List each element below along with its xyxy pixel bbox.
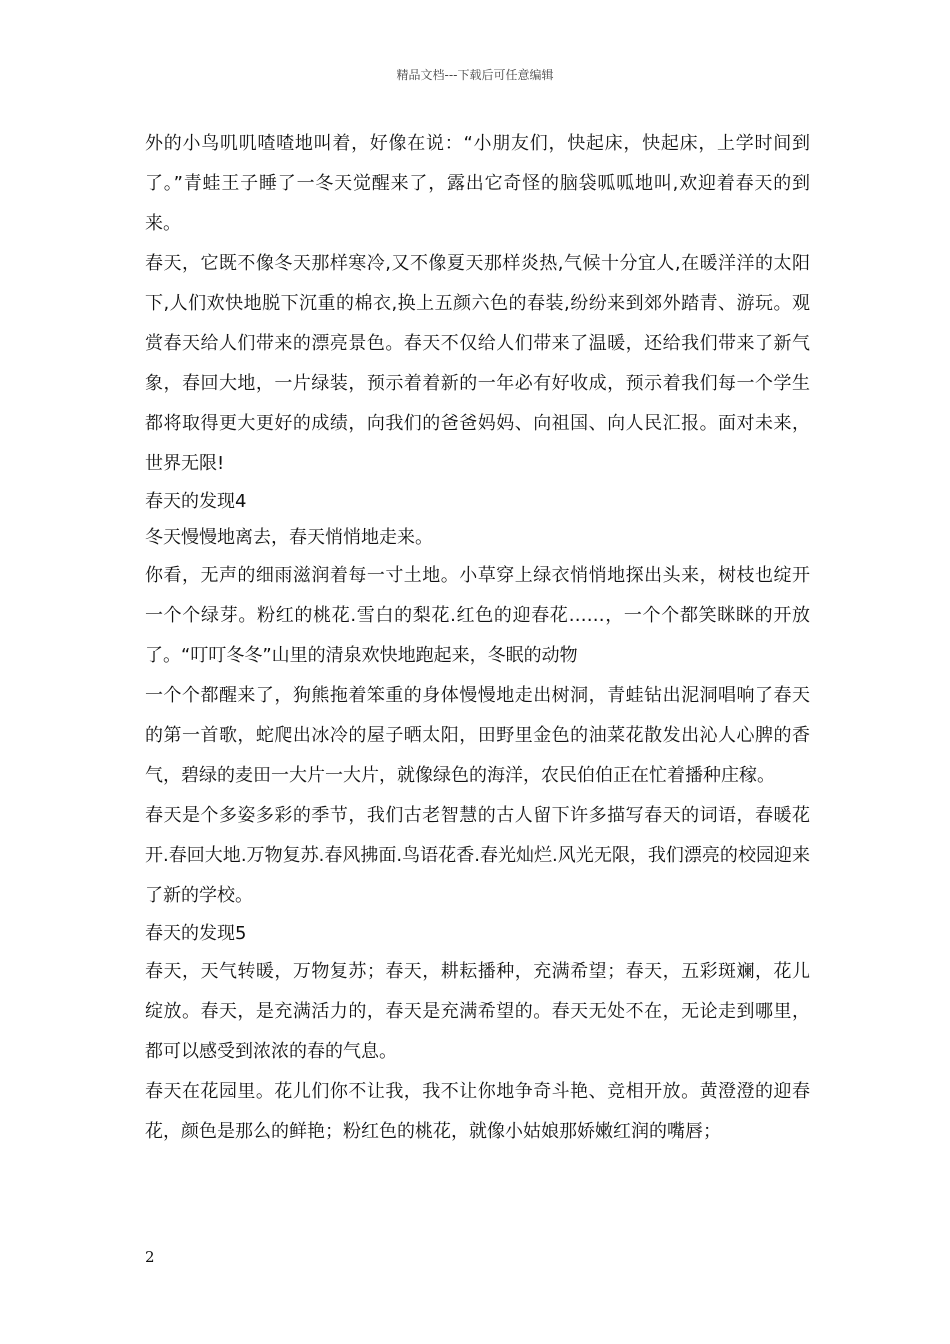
paragraph-3: 冬天慢慢地离去，春天悄悄地走来。 <box>145 527 433 548</box>
paragraph-5: 一个个都醒来了，狗熊拖着笨重的身体慢慢地走出树洞，青蛙钻出泥洞唱响了春天的第一首歌，蛇爬出冰冷的屋子晒太阳，田野里金色的油菜花散发出沁人心脾的香气，碧绿的麦田一大片一大片，就像绿色的海洋，农民伯伯正在忙着播种庄稼。 <box>145 685 810 786</box>
paragraph-8: 春天在花园里。花儿们你不让我，我不让你地争奇斗艳、竞相开放。黄澄澄的迎春花，颜色是那么的鲜艳；粉红色的桃花，就像小姑娘那娇嫩红润的嘴唇； <box>145 1081 810 1142</box>
document-body <box>145 124 810 1152</box>
section-heading-4: 春天的发现4 <box>145 491 247 512</box>
paragraph-7: 春天，天气转暖，万物复苏；春天，耕耘播种，充满希望；春天，五彩斑斓，花儿绽放。春天，是充满活力的，春天是充满希望的。春天无处不在，无论走到哪里，都可以感受到浓浓的春的气息。 <box>145 961 810 1062</box>
paragraph-1: 外的小鸟叽叽喳喳地叫着，好像在说：“小朋友们，快起床，快起床，上学时间到了。”青蛙王子睡了一冬天觉醒来了，露出它奇怪的脑袋呱呱地叫,欢迎着春天的到来。 <box>145 133 810 234</box>
paragraph-6: 春天是个多姿多彩的季节，我们古老智慧的古人留下许多描写春天的词语，春暖花开.春回大地.万物复苏.春风拂面.鸟语花香.春光灿烂.风光无限，我们漂亮的校园迎来了新的学校。 <box>145 805 810 906</box>
page-number: 2 <box>145 1248 155 1266</box>
section-heading-5: 春天的发现5 <box>145 923 247 944</box>
paragraph-4: 你看，无声的细雨滋润着每一寸土地。小草穿上绿衣悄悄地探出头来，树枝也绽开一个个绿芽。粉红的桃花.雪白的梨花.红色的迎春花……，一个个都笑眯眯的开放了。“叮叮冬冬”山里的清泉欢快地跑起来，冬眠的动物 <box>145 565 810 666</box>
page-header: 精品文档---下载后可任意编辑 <box>396 68 554 82</box>
paragraph-2: 春天，它既不像冬天那样寒冷,又不像夏天那样炎热,气候十分宜人,在暖洋洋的太阳下,人们欢快地脱下沉重的棉衣,换上五颜六色的春装,纷纷来到郊外踏青、游玩。观赏春天给人们带来的漂亮景色。春天不仅给人们带来了温暖，还给我们带来了新气象，春回大地，一片绿装，预示着着新的一年必有好收成，预示着我们每一个学生都将取得更大更好的成绩，向我们的爸爸妈妈、向祖国、向人民汇报。面对未来，世界无限! <box>145 253 810 474</box>
